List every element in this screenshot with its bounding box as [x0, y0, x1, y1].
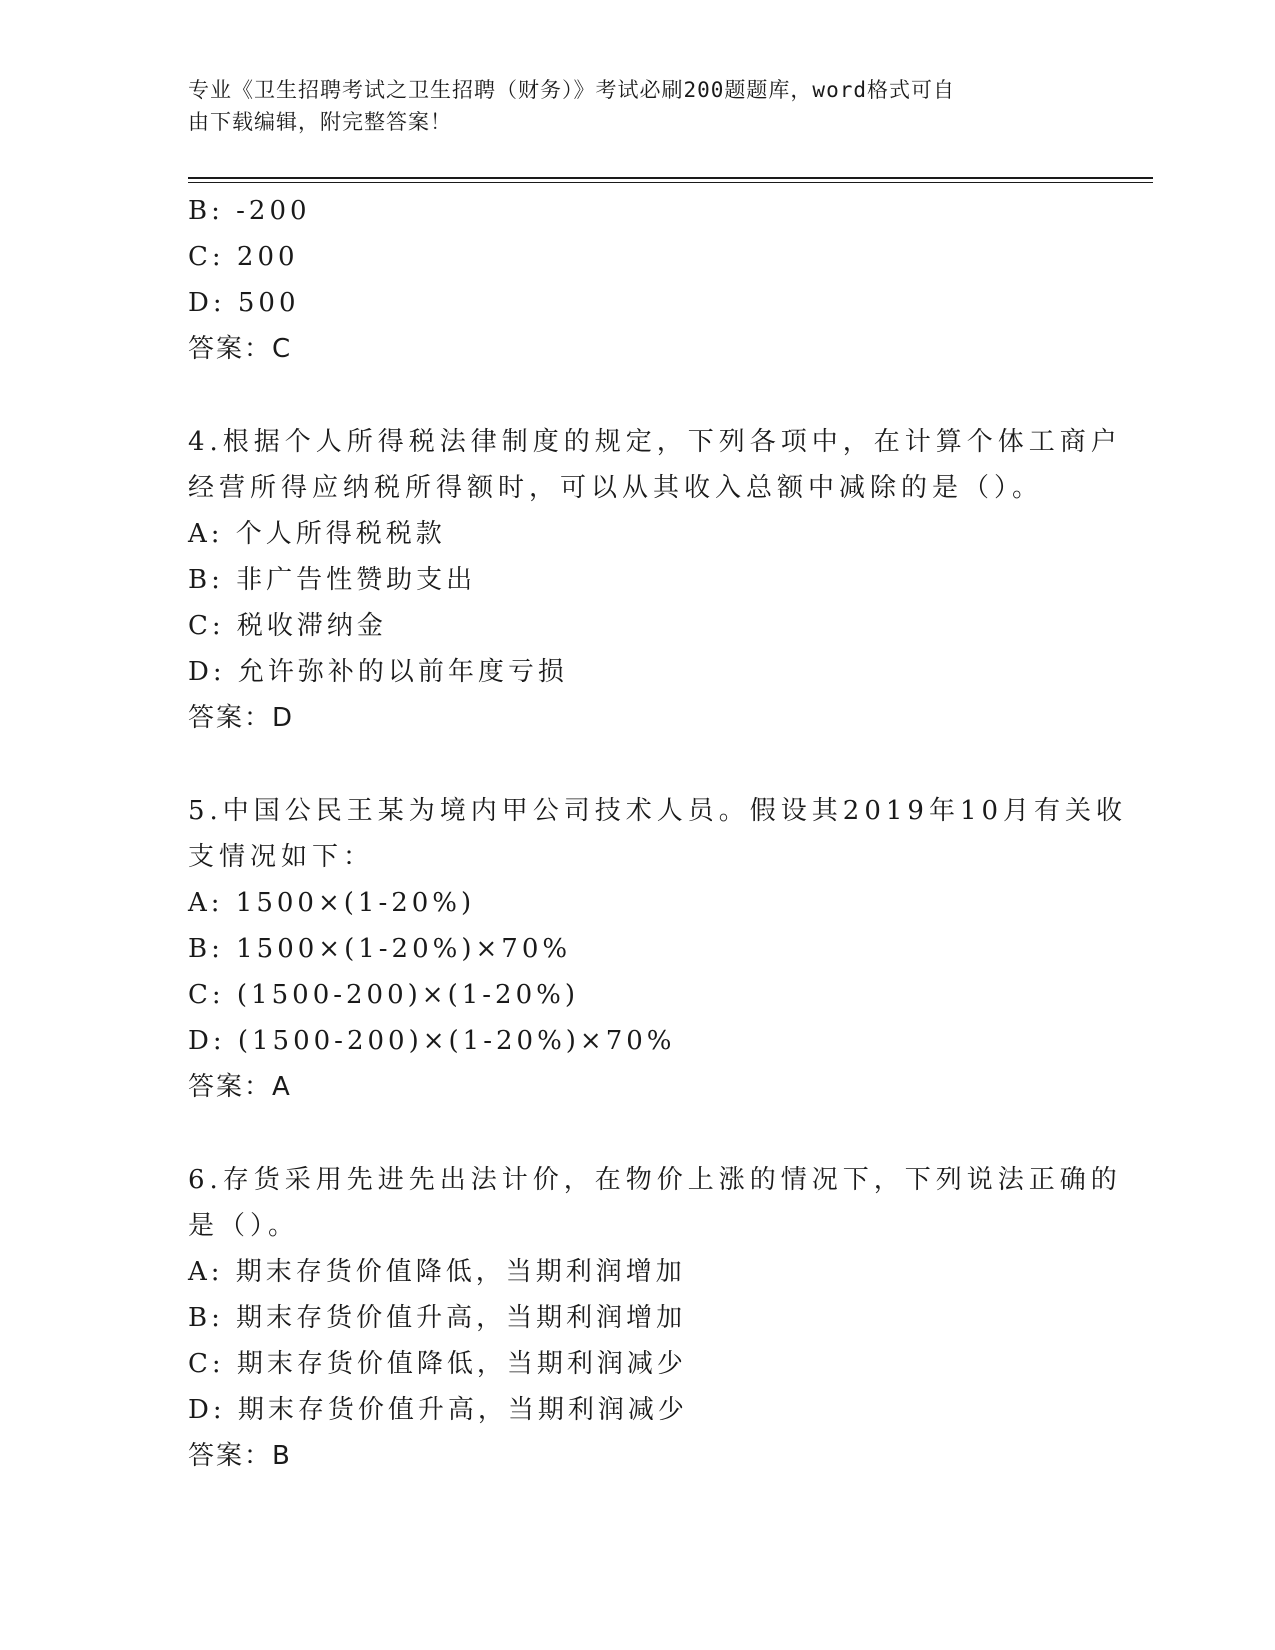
- option-c: C: 税收滞纳金: [188, 611, 387, 641]
- option-d: D: 期末存货价值升高，当期利润减少: [188, 1395, 688, 1425]
- header-line-1: 专业《卫生招聘考试之卫生招聘（财务）》考试必刷200题题库，word格式可自: [188, 78, 955, 102]
- header-divider-thin: [188, 182, 1153, 183]
- question-stem-line-1: 6.存货采用先进先出法计价，在物价上涨的情况下，下列说法正确的: [188, 1165, 1122, 1195]
- option-a: A: 期末存货价值降低，当期利润增加: [188, 1257, 686, 1287]
- spacer: [188, 741, 1068, 788]
- option-b: B: -200: [188, 196, 311, 226]
- answer-label: 答案：D: [188, 703, 295, 733]
- answer-label: 答案：B: [188, 1441, 292, 1471]
- question-stem-line-2: 经营所得应纳税所得额时，可以从其收入总额中减除的是（）。: [188, 473, 1044, 503]
- option-b: B: 期末存货价值升高，当期利润增加: [188, 1303, 687, 1333]
- answer-label: 答案：A: [188, 1072, 292, 1102]
- answer-label: 答案：C: [188, 334, 293, 364]
- spacer: [188, 1110, 1068, 1157]
- option-d: D: (1500-200)×(1-20%)×70%: [188, 1026, 676, 1056]
- question-list: [188, 188, 1128, 1479]
- spacer: [188, 372, 1068, 419]
- document-header: [188, 74, 1068, 138]
- question-5: [188, 788, 1128, 1110]
- option-d: D: 500: [188, 288, 300, 318]
- question-stem-line-1: 4.根据个人所得税法律制度的规定，下列各项中，在计算个体工商户: [188, 427, 1122, 457]
- question-stem-line-1: 5.中国公民王某为境内甲公司技术人员。假设其2019年10月有关收: [188, 796, 1128, 826]
- option-c: C: (1500-200)×(1-20%): [188, 980, 579, 1010]
- question-4: [188, 419, 1122, 741]
- question-stem-line-2: 是（）。: [188, 1211, 300, 1241]
- option-a: A: 1500×(1-20%): [188, 888, 476, 918]
- option-a: A: 个人所得税税款: [188, 519, 446, 549]
- question-stem-line-2: 支情况如下：: [188, 842, 375, 872]
- question-6: [188, 1157, 1122, 1479]
- header-line-2: 由下载编辑，附完整答案！: [188, 110, 452, 134]
- option-b: B: 非广告性赞助支出: [188, 565, 477, 595]
- option-c: C: 期末存货价值降低，当期利润减少: [188, 1349, 687, 1379]
- question-3: [188, 188, 1068, 372]
- option-c: C: 200: [188, 242, 299, 272]
- option-d: D: 允许弥补的以前年度亏损: [188, 657, 568, 687]
- option-b: B: 1500×(1-20%)×70%: [188, 934, 572, 964]
- header-divider-thick: [188, 177, 1153, 179]
